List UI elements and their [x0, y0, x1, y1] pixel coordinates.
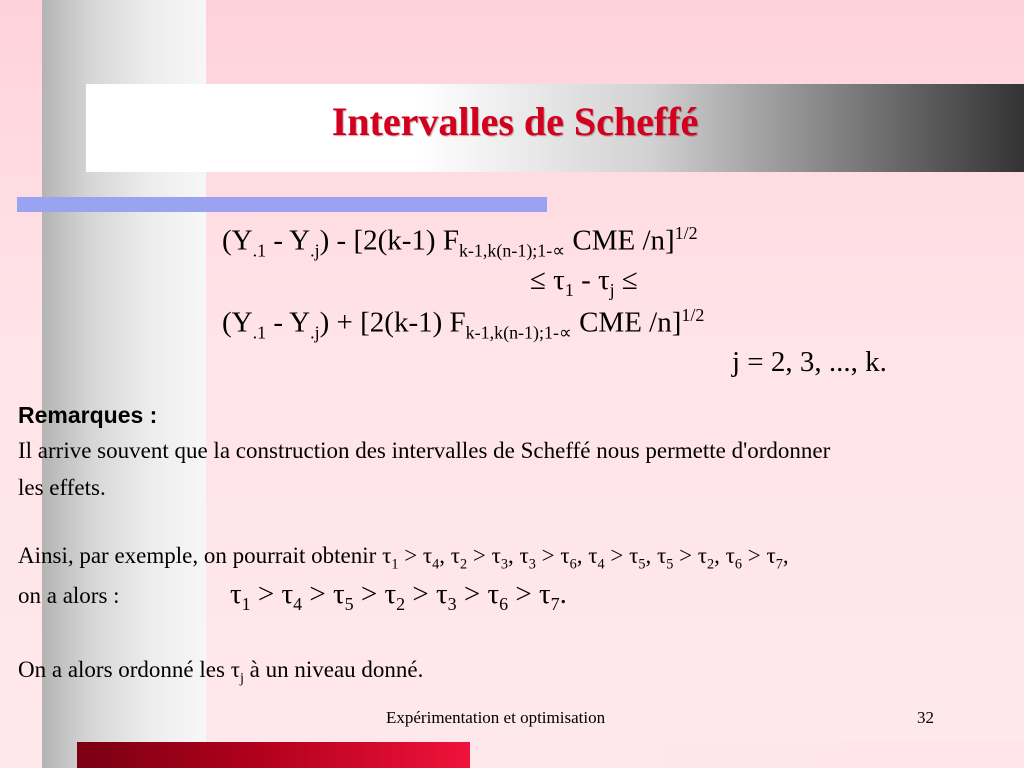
page-number: 32	[917, 708, 934, 727]
formula-line-4: j = 2, 3, ..., k.	[732, 346, 887, 378]
tau-index: 4	[293, 593, 303, 614]
tau-index: 7	[550, 593, 560, 614]
tau-inequality: $\tau_6 > \tau_7$,	[725, 543, 789, 573]
remark-paragraph-2: Ainsi, par exemple, on pourrait obtenir $\tau_1 > \tau_4$, $\tau_2 > \tau_3$, $\tau_3 > \tau_6$, $\tau_4 > \tau_5$, $\tau_5 > \tau_2$, $\tau_6 > \tau_7$,	[18, 543, 789, 573]
decorative-red-bar	[77, 742, 470, 768]
remark-paragraph-3: On a alors ordonné les $\tau_j$ à un niveau donné.	[18, 657, 424, 687]
title-underline	[17, 197, 547, 212]
slide-title: Intervalles de Scheffé	[331, 99, 699, 144]
tau-symbol: τ	[487, 578, 500, 610]
remarks-heading: Remarques :	[18, 402, 158, 428]
remark-paragraph-1-line-1: Il arrive souvent que la construction des intervalles de Scheffé nous permette d'ordonner	[18, 438, 831, 463]
footer-background	[470, 742, 1024, 768]
tau-index: 3	[447, 593, 457, 614]
formula-line-1: $(Y_{.1} - Y_{.j}) - [2(k-1)$ $F_{k-1,k(n-1);1-\propto}$ CME /n]$^{1/2}$	[222, 223, 698, 261]
tau-ordering: $\tau_1 > \tau_4 > \tau_5 > \tau_2 > \tau_3 > \tau_6 > \tau_7$.	[230, 578, 567, 614]
tau-symbol: τ	[333, 578, 345, 610]
remark-paragraph-1-line-2: les effets.	[18, 475, 106, 500]
tau-inequality: $\tau_2 > \tau_3$,	[450, 543, 514, 573]
tau-symbol: τ	[436, 578, 448, 610]
tau-inequality: $\tau_3 > \tau_6$,	[519, 543, 583, 573]
tau-index: 2	[396, 593, 406, 614]
formula-line-2: ≤ $\tau_1 - \tau_j$ ≤	[530, 264, 638, 300]
tau-symbol: τ	[539, 578, 551, 610]
tau-symbol: τ	[230, 578, 242, 610]
footer-title: Expérimentation et optimisation	[386, 708, 606, 727]
tau-index: 6	[499, 593, 509, 614]
tau-symbol: τ	[384, 578, 397, 610]
tau-inequality: $\tau_4 > \tau_5$,	[588, 543, 652, 573]
tau-index: 5	[344, 593, 354, 614]
tau-symbol: τ	[281, 578, 294, 610]
tau-index: 1	[241, 593, 251, 614]
tau-inequality: $\tau_1 > \tau_4$,	[382, 543, 446, 573]
tau-inequality: $\tau_5 > \tau_2$,	[656, 543, 720, 573]
remark-conclusion-label: on a alors :	[18, 583, 120, 608]
formula-line-3: $(Y_{.1} - Y_{.j}) + [2(k-1)$ $F_{k-1,k(n-1);1-\propto}$ CME /n]$^{1/2}$	[222, 305, 705, 343]
